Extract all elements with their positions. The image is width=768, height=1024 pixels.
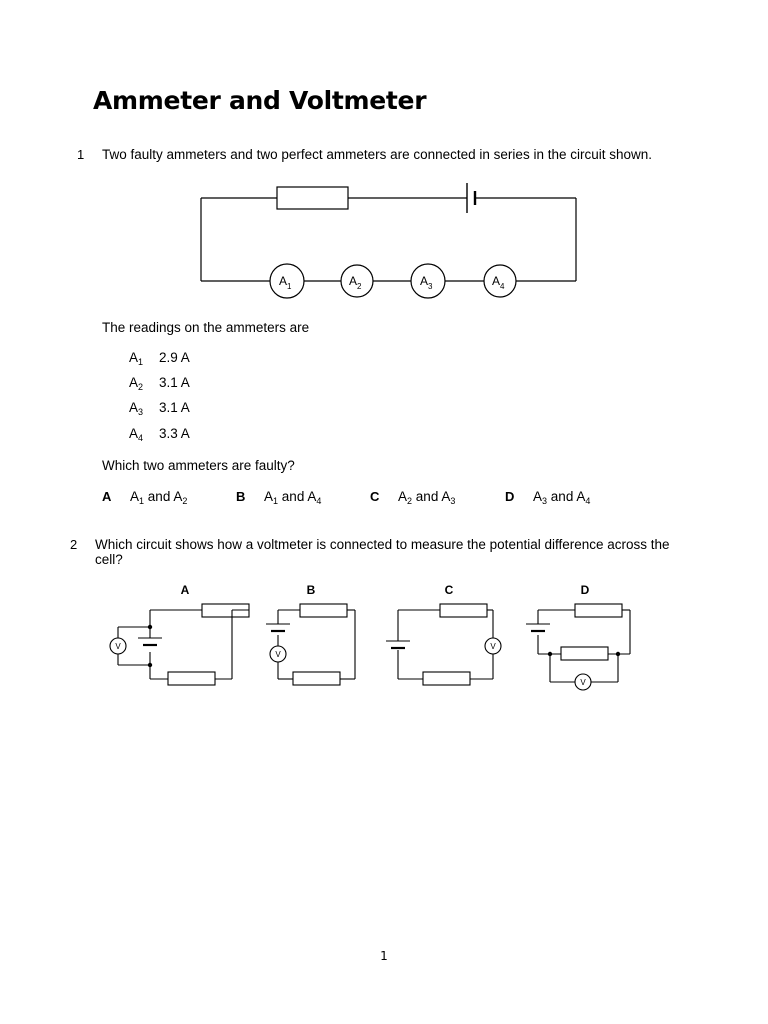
option-b: B	[236, 489, 246, 504]
reading-symbol: $A_1$	[129, 350, 144, 367]
option-d: D	[505, 489, 515, 504]
circuit-c-caption: C	[444, 583, 454, 597]
reading-row	[129, 350, 190, 365]
page-number: 1	[380, 949, 388, 963]
reading-value: 3.3 A	[159, 426, 190, 441]
question-1-number: 1	[77, 147, 85, 162]
junction-dot	[548, 652, 552, 656]
reading-row	[129, 400, 190, 415]
voltmeter-a-label: V	[115, 642, 121, 651]
option-c: C	[370, 489, 380, 504]
junction-dot	[616, 652, 620, 656]
reading-value: 3.1 A	[159, 375, 190, 390]
circuit-a-caption: A	[180, 583, 190, 597]
ammeter-1-label: $A_1$	[279, 274, 292, 291]
circuit-a	[110, 604, 249, 685]
cell-symbol	[467, 183, 475, 213]
junction-dot	[148, 625, 152, 629]
reading-value: 2.9 A	[159, 350, 190, 365]
reading-symbol: $A_4$	[129, 426, 144, 443]
ammeter-3-label: $A_3$	[420, 274, 433, 291]
reading-row	[129, 375, 190, 390]
option-a-text: $A_1$ and $A_2$	[130, 489, 188, 506]
voltmeter-c-label: V	[490, 642, 496, 651]
question-2-text-line2: cell?	[95, 552, 123, 567]
circuit-b	[270, 604, 355, 685]
page-title: Ammeter and Voltmeter	[93, 86, 427, 115]
circuit-b-caption: B	[306, 583, 316, 597]
reading-value: 3.1 A	[159, 400, 190, 415]
option-a: A	[102, 489, 112, 504]
ammeter-4-label: $A_4$	[492, 274, 505, 291]
circuit-c	[398, 604, 501, 685]
reading-symbol: $A_3$	[129, 400, 144, 417]
question-2-text-line1: Which circuit shows how a voltmeter is connected to measure the potential difference across the	[95, 537, 670, 552]
resistor	[277, 187, 348, 209]
option-d-text: $A_3$ and $A_4$	[533, 489, 591, 506]
reading-row	[129, 426, 190, 441]
voltmeter-b-label: V	[275, 650, 281, 659]
reading-symbol: $A_2$	[129, 375, 144, 392]
option-b-text: $A_1$ and $A_4$	[264, 489, 322, 506]
question-2-number: 2	[70, 537, 78, 552]
question-1-prompt: Which two ammeters are faulty?	[102, 458, 295, 473]
circuit-d-caption: D	[580, 583, 590, 597]
option-c-text: $A_2$ and $A_3$	[398, 489, 456, 506]
junction-dot	[148, 663, 152, 667]
question-1-text: Two faulty ammeters and two perfect ammeters are connected in series in the circuit shown.	[102, 147, 652, 162]
ammeter-2-label: $A_2$	[349, 274, 362, 291]
voltmeter-d-label: V	[580, 678, 586, 687]
readings-intro: The readings on the ammeters are	[102, 320, 310, 335]
